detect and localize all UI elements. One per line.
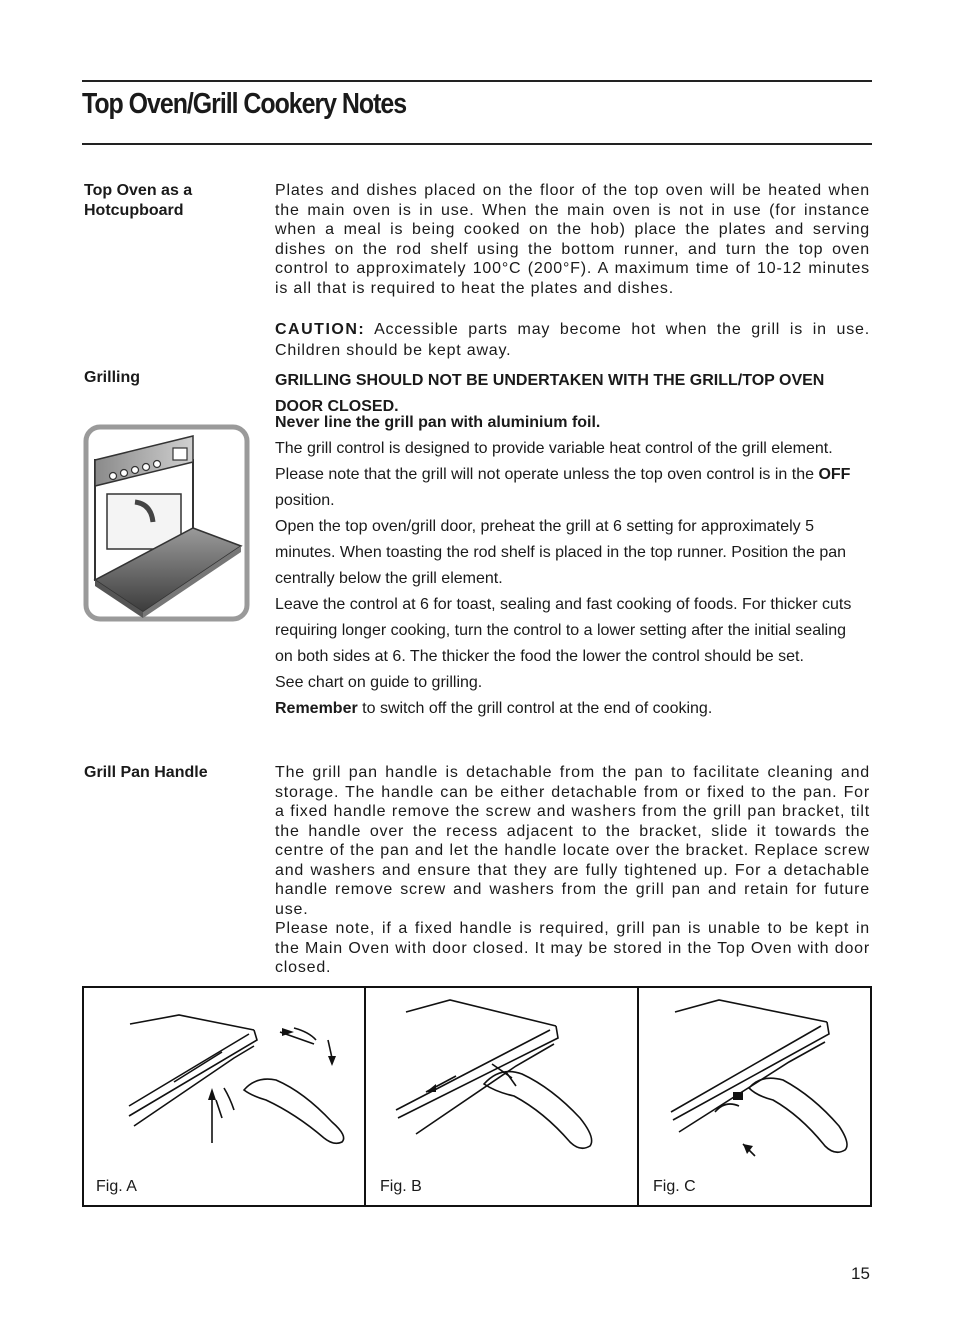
grilling-warning: GRILLING SHOULD NOT BE UNDERTAKEN WITH THE GRILL/TOP OVEN DOOR CLOSED. — [275, 372, 825, 415]
figure-c — [639, 988, 870, 1205]
off-keyword: OFF — [818, 466, 851, 483]
grilling-para-2: Open the top oven/grill door, preheat the grill at 6 setting for approximately 5 minutes. When toasting the rod shelf is placed in the top runner. Position the pan centrally below the grill element. — [275, 518, 847, 587]
grill-pan-handle-note: Please note, if a fixed handle is required, grill pan is unable to be kept in the Main Oven with door closed. It may be stored in the Top Oven with door closed. — [275, 920, 870, 976]
figure-c-drawing — [639, 988, 870, 1168]
remember-keyword: Remember — [275, 700, 358, 717]
section-label-hotcupboard: Top Oven as a Hotcupboard — [84, 182, 193, 219]
figure-b-caption: Fig. B — [380, 1178, 422, 1195]
grill-pan-handle-body: The grill pan handle is detachable from the pan to facilitate cleaning and storage. The handle can be either detachable from or fixed to the pan. For a fixed handle remove the screw and washers from the grill pan bracket, tilt the handle over the recess adjacent to the bracket, slide it towards the centre of the pan and let the handle locate over the bracket. Replace screw and washers and ensure that they are fully tightened up. For a detachable handle remove screw and washers from the grill pan and retain for future use. — [275, 764, 870, 918]
grilling-para-5: Remember to switch off the grill control at the end of cooking. — [275, 700, 713, 717]
grilling-para-4: See chart on guide to grilling. — [275, 674, 483, 691]
grilling-para-1: The grill control is designed to provide variable heat control of the grill element. Please note that the grill will not operate unless the top oven control is in the OFF position. — [275, 440, 851, 509]
caution-paragraph — [275, 319, 870, 361]
figure-a — [84, 988, 366, 1205]
foil-warning: Never line the grill pan with aluminium foil. — [275, 414, 601, 431]
page-number: 15 — [851, 1264, 870, 1283]
top-rule — [82, 80, 872, 82]
figure-b — [366, 988, 639, 1205]
oven-grill-icon — [83, 424, 250, 622]
caution-label: CAUTION: — [275, 321, 366, 338]
grilling-instructions — [275, 436, 860, 722]
figures-panel — [82, 986, 872, 1207]
caution-text: Accessible parts may become hot when the grill is in use. Children should be kept away. — [275, 321, 870, 359]
figure-b-drawing — [366, 988, 637, 1168]
hotcupboard-body: Plates and dishes placed on the floor of the top oven will be heated when the main oven is in use. When the main oven is not in use (for instance when a meal is being cooked on the hob) place the plates and serving dishes on the rod shelf using the bottom runner, and turn the top oven control to approximately 100°C (200°F). A maximum time of 10-12 minutes is all that is required to heat the plates and dishes. — [275, 182, 870, 297]
figure-c-caption: Fig. C — [653, 1178, 696, 1195]
figure-a-caption: Fig. A — [96, 1178, 137, 1195]
page-title: Top Oven/Grill Cookery Notes — [82, 88, 407, 120]
grilling-para-3: Leave the control at 6 for toast, sealing and fast cooking of foods. For thicker cuts requiring longer cooking, turn the control to a lower setting after the initial sealing on both sides at 6. The thicker the food the lower the control should be set. — [275, 596, 852, 665]
figure-a-drawing — [84, 988, 364, 1168]
section-label-grill-pan-handle: Grill Pan Handle — [84, 764, 208, 781]
title-rule — [82, 143, 872, 145]
section-label-grilling: Grilling — [84, 369, 140, 386]
